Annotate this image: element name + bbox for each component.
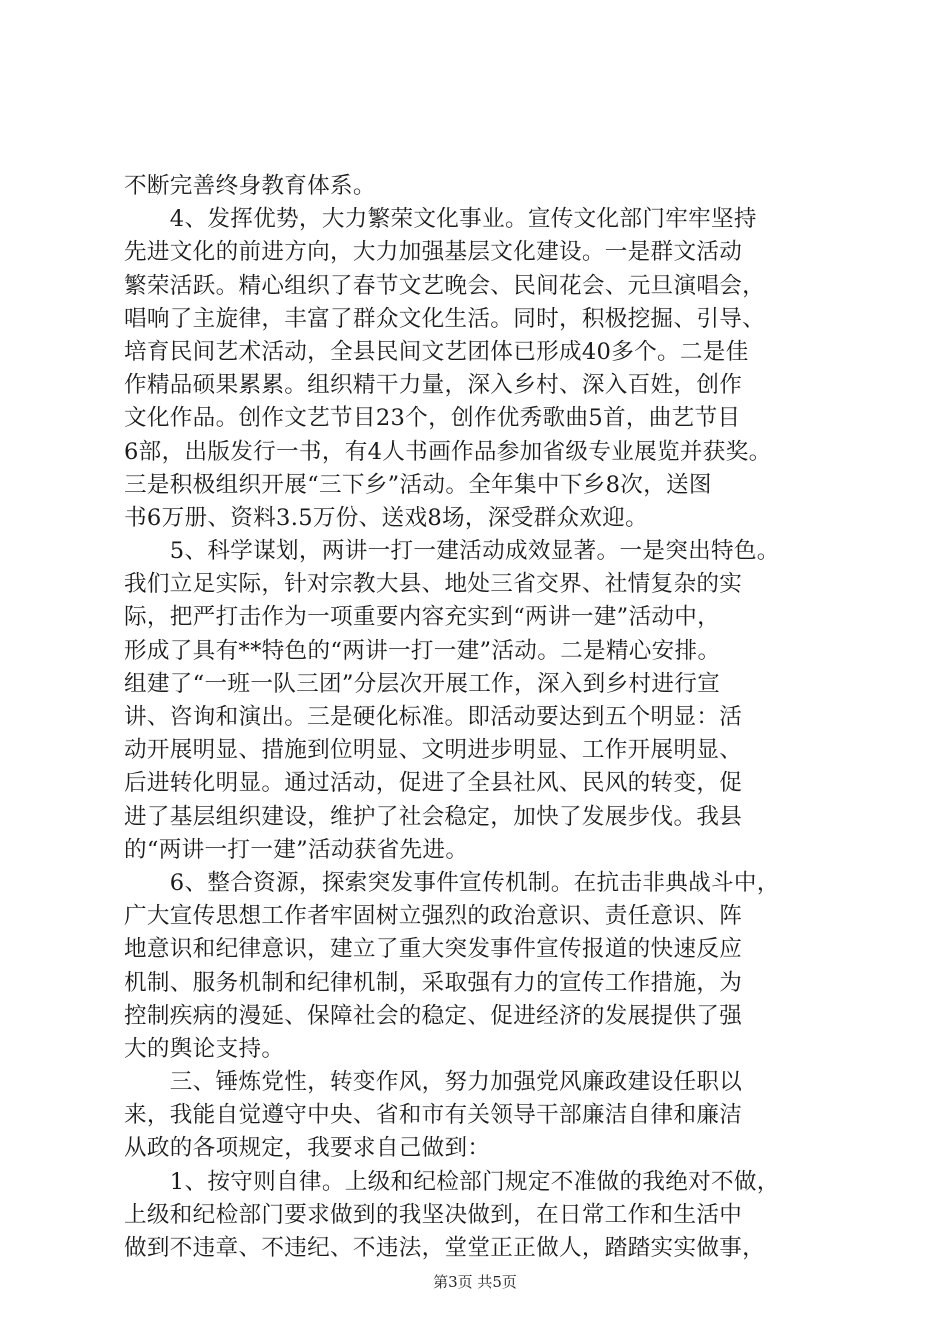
text-line: 6部，出版发行一书，有4人书画作品参加省级专业展览并获奖。 [124, 438, 772, 465]
text-line: 进了基层组织建设，维护了社会稳定，加快了发展步伐。我县 [124, 803, 743, 830]
text-line: 大的舆论支持。 [124, 1035, 285, 1062]
text-line: 地意识和纪律意识，建立了重大突发事件宣传报道的快速反应 [124, 936, 743, 963]
text-line: 不断完善终身教育体系。 [124, 173, 376, 199]
text-line: 三是积极组织开展“三下乡”活动。全年集中下乡8次，送图 [124, 471, 712, 498]
text-line: 讲、咨询和演出。三是硬化标准。即活动要达到五个明显：活 [124, 704, 743, 730]
text-line: 做到不违章、不违纪、不违法，堂堂正正做人，踏踏实实做事， [124, 1235, 766, 1261]
text-line: 机制、服务机制和纪律机制，采取强有力的宣传工作措施，为 [124, 969, 743, 996]
text-line: 广大宣传思想工作者牢固树立强烈的政治意识、责任意识、阵 [124, 903, 743, 930]
text-line: 先进文化的前进方向，大力加强基层文化建设。一是群文活动 [124, 239, 743, 266]
text-line: 上级和纪检部门要求做到的我坚决做到，在日常工作和生活中 [124, 1201, 743, 1228]
text-line: 4、发挥优势，大力繁荣文化事业。宣传文化部门牢牢坚持 [124, 206, 757, 233]
text-line: 后进转化明显。通过活动，促进了全县社风、民风的转变，促 [124, 770, 743, 797]
text-line: 来，我能自觉遵守中央、省和市有关领导干部廉洁自律和廉洁 [124, 1102, 743, 1129]
text-line: 三、锤炼党性，转变作风，努力加强党风廉政建设任职以 [124, 1069, 743, 1096]
text-line: 我们立足实际，针对宗教大县、地处三省交界、社情复杂的实 [124, 571, 743, 598]
text-line: 培育民间艺术活动，全县民间文艺团体已形成40多个。二是佳 [124, 338, 749, 365]
text-line: 控制疾病的漫延、保障社会的稳定、促进经济的发展提供了强 [124, 1002, 743, 1029]
text-line: 从政的各项规定，我要求自己做到： [124, 1135, 491, 1162]
page-number-footer: 第3页 共5页 [433, 1273, 517, 1291]
text-line: 作精品硕果累累。组织精干力量，深入乡村、深入百姓，创作 [124, 372, 743, 399]
text-line: 6、整合资源，探索突发事件宣传机制。在抗击非典战斗中， [124, 869, 780, 896]
text-line: 动开展明显、措施到位明显、文明进步明显、工作开展明显、 [124, 737, 743, 764]
text-line: 的“两讲一打一建”活动获省先进。 [124, 836, 469, 863]
text-line: 组建了“一班一队三团”分层次开展工作，深入到乡村进行宣 [124, 670, 721, 697]
text-line: 书6万册、资料3.5万份、送戏8场，深受群众欢迎。 [124, 504, 649, 531]
text-line: 1、按守则自律。上级和纪检部门规定不准做的我绝对不做， [124, 1168, 780, 1195]
text-line: 际，把严打击作为一项重要内容充实到“两讲一建”活动中， [124, 604, 721, 631]
text-line: 5、科学谋划，两讲一打一建活动成效显著。一是突出特色。 [124, 538, 780, 565]
text-line: 形成了具有**特色的“两讲一打一建”活动。二是精心安排。 [124, 637, 721, 664]
text-line: 唱响了主旋律，丰富了群众文化生活。同时，积极挖掘、引导、 [124, 305, 766, 332]
text-line: 繁荣活跃。精心组织了春节文艺晚会、民间花会、元旦演唱会， [124, 272, 766, 299]
text-line: 文化作品。创作文艺节目23个，创作优秀歌曲5首，曲艺节目 [124, 405, 741, 432]
body-text [124, 170, 836, 1265]
